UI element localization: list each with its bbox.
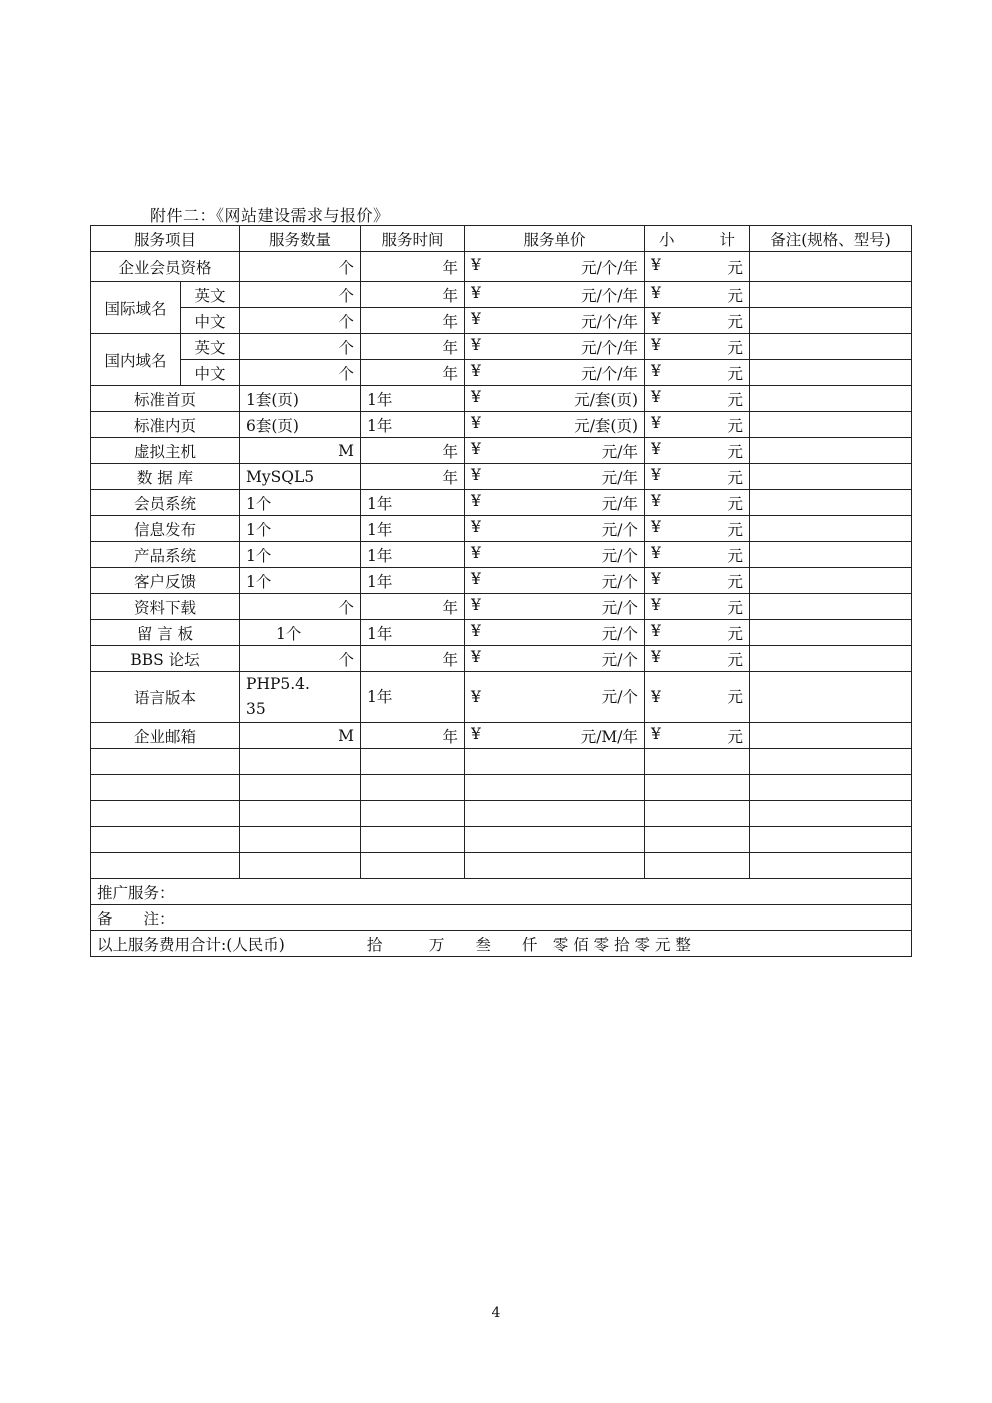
empty-cell: [91, 827, 240, 853]
qty-cell: [240, 723, 361, 749]
item-cell: 国内域名: [91, 334, 181, 386]
table-row: [91, 516, 912, 542]
empty-cell: [750, 801, 912, 827]
unit-text: 元/套(页): [574, 416, 639, 435]
yuan-text: 元: [727, 520, 744, 539]
item-cell: 虚拟主机: [91, 438, 240, 464]
time-cell: 1年: [361, 568, 465, 594]
remark-cell: [750, 412, 912, 438]
time-text: 年: [442, 364, 459, 383]
empty-cell: [361, 801, 465, 827]
quote-table: [90, 225, 912, 957]
time-cell: [361, 308, 465, 334]
header-qty: 服务数量: [240, 226, 361, 252]
price-cell: [465, 360, 645, 386]
unit-text: 元/个: [601, 520, 639, 539]
empty-cell: [361, 749, 465, 775]
yuan-text: 元: [727, 364, 744, 383]
yen-sign: ¥: [651, 491, 661, 510]
empty-cell: [240, 801, 361, 827]
yen-sign: ¥: [651, 283, 661, 302]
qty-cell: [240, 360, 361, 386]
remark-cell: [750, 568, 912, 594]
subtotal-cell: [645, 542, 750, 568]
time-cell: 1年: [361, 620, 465, 646]
empty-cell: [465, 853, 645, 879]
remark-cell: [750, 252, 912, 282]
time-cell: [361, 282, 465, 308]
unit-text: 元/年: [601, 468, 639, 487]
yen-sign: ¥: [471, 595, 481, 614]
empty-cell: [240, 827, 361, 853]
table-row: [91, 568, 912, 594]
empty-row: [91, 775, 912, 801]
empty-cell: [361, 775, 465, 801]
yuan-text: 元: [727, 338, 744, 357]
yuan-text: 元: [727, 442, 744, 461]
price-cell: [465, 308, 645, 334]
yen-sign: ¥: [471, 724, 481, 743]
yen-sign: ¥: [471, 621, 481, 640]
remark-cell: [750, 542, 912, 568]
empty-cell: [361, 853, 465, 879]
header-item: 服务项目: [91, 226, 240, 252]
yuan-text: 元: [727, 468, 744, 487]
subtotal-cell: [645, 516, 750, 542]
table-row: [91, 334, 912, 360]
total-amount-words: 拾 万 叁 仟 零 佰 零 拾 零 元 整: [366, 935, 691, 954]
remark-cell: [750, 464, 912, 490]
yuan-text: 元: [727, 572, 744, 591]
total-label: 以上服务费用合计:(人民币): [97, 935, 285, 954]
empty-cell: [750, 853, 912, 879]
time-cell: 1年: [361, 672, 465, 723]
yuan-text: 元: [727, 258, 744, 277]
item-cell: 语言版本: [91, 672, 240, 723]
time-cell: 1年: [361, 542, 465, 568]
sub-item-cell: 中文: [181, 360, 240, 386]
item-cell: 资料下载: [91, 594, 240, 620]
table-row: [91, 360, 912, 386]
time-cell: [361, 646, 465, 672]
yen-sign: ¥: [651, 621, 661, 640]
unit-text: 元/M/年: [580, 727, 639, 746]
table-row: [91, 386, 912, 412]
qty-cell: 1套(页): [240, 386, 361, 412]
yen-sign: ¥: [471, 647, 481, 666]
unit-text: 元/个/年: [581, 312, 639, 331]
time-text: 年: [442, 442, 459, 461]
empty-cell: [645, 801, 750, 827]
header-price: 服务单价: [465, 226, 645, 252]
remark-cell: [750, 438, 912, 464]
qty-cell: [240, 308, 361, 334]
yen-sign: ¥: [471, 491, 481, 510]
time-text: 年: [442, 727, 459, 746]
unit-text: 元/套(页): [574, 390, 639, 409]
empty-cell: [361, 827, 465, 853]
yuan-text: 元: [727, 687, 744, 706]
header-subtotal: [645, 226, 750, 252]
item-cell: 数 据 库: [91, 464, 240, 490]
empty-cell: [91, 775, 240, 801]
yuan-text: 元: [727, 286, 744, 305]
yen-sign: ¥: [651, 465, 661, 484]
empty-cell: [750, 827, 912, 853]
empty-cell: [645, 827, 750, 853]
price-cell: [465, 723, 645, 749]
table-row: [91, 308, 912, 334]
yen-sign: ¥: [471, 465, 481, 484]
qty-text: 个: [338, 286, 355, 305]
yen-sign: ¥: [471, 361, 481, 380]
qty-cell: [240, 594, 361, 620]
price-cell: [465, 594, 645, 620]
time-cell: [361, 594, 465, 620]
price-cell: [465, 464, 645, 490]
yen-sign: ¥: [651, 724, 661, 743]
item-cell: 企业邮箱: [91, 723, 240, 749]
yen-sign: ¥: [471, 335, 481, 354]
time-cell: [361, 334, 465, 360]
time-cell: [361, 464, 465, 490]
unit-text: 元/年: [601, 442, 639, 461]
empty-cell: [91, 853, 240, 879]
subtotal-cell: [645, 646, 750, 672]
empty-row: [91, 749, 912, 775]
promo-label: 推广服务：: [91, 879, 912, 905]
yen-sign: ¥: [651, 309, 661, 328]
header-time: 服务时间: [361, 226, 465, 252]
subtotal-cell: [645, 308, 750, 334]
item-cell: 国际域名: [91, 282, 181, 334]
time-cell: 1年: [361, 412, 465, 438]
subtotal-cell: [645, 672, 750, 723]
yen-sign: ¥: [471, 569, 481, 588]
yen-sign: ¥: [651, 255, 661, 274]
unit-text: 元/个/年: [581, 258, 639, 277]
subtotal-cell: [645, 282, 750, 308]
notes-label: 备 注：: [91, 905, 912, 931]
subtotal-cell: [645, 412, 750, 438]
qty-cell: 1个: [240, 490, 361, 516]
qty-cell: 1个: [240, 542, 361, 568]
subtotal-cell: [645, 386, 750, 412]
subtotal-cell: [645, 594, 750, 620]
qty-cell: 6套(页): [240, 412, 361, 438]
time-text: 年: [442, 312, 459, 331]
yen-sign: ¥: [471, 517, 481, 536]
yen-sign: ¥: [651, 387, 661, 406]
header-subtotal-a: 小: [659, 230, 675, 249]
table-row: [91, 542, 912, 568]
subtotal-cell: [645, 723, 750, 749]
unit-text: 元/个: [601, 687, 639, 706]
subtotal-cell: [645, 252, 750, 282]
yen-sign: ¥: [471, 413, 481, 432]
remark-cell: [750, 490, 912, 516]
qty-cell: 1个: [240, 568, 361, 594]
table-row: [91, 252, 912, 282]
price-cell: [465, 516, 645, 542]
unit-text: 元/年: [601, 494, 639, 513]
qty-text-line2: 35: [246, 700, 266, 718]
header-remark: 备注(规格、型号): [750, 226, 912, 252]
empty-cell: [91, 749, 240, 775]
yuan-text: 元: [727, 624, 744, 643]
yen-sign: ¥: [651, 595, 661, 614]
table-row: [91, 282, 912, 308]
remark-cell: [750, 386, 912, 412]
yen-sign: ¥: [471, 255, 481, 274]
remark-cell: [750, 308, 912, 334]
remark-cell: [750, 672, 912, 723]
sub-item-cell: 英文: [181, 282, 240, 308]
yen-sign: ¥: [651, 413, 661, 432]
yuan-text: 元: [727, 598, 744, 617]
empty-cell: [645, 775, 750, 801]
time-text: 年: [442, 258, 459, 277]
empty-cell: [750, 775, 912, 801]
yuan-text: 元: [727, 727, 744, 746]
yen-sign: ¥: [471, 687, 481, 706]
unit-text: 元/个/年: [581, 338, 639, 357]
remark-cell: [750, 516, 912, 542]
time-cell: [361, 438, 465, 464]
empty-cell: [240, 749, 361, 775]
attachment-caption: 附件二：《网站建设需求与报价》: [150, 206, 390, 225]
promo-row: [91, 879, 912, 905]
item-cell: 标准首页: [91, 386, 240, 412]
subtotal-cell: [645, 464, 750, 490]
price-cell: [465, 646, 645, 672]
header-subtotal-b: 计: [719, 230, 736, 249]
unit-text: 元/个: [601, 572, 639, 591]
qty-text: M: [338, 726, 355, 745]
yen-sign: ¥: [651, 647, 661, 666]
yuan-text: 元: [727, 494, 744, 513]
qty-text: 个: [338, 338, 355, 357]
price-cell: [465, 490, 645, 516]
time-cell: [361, 723, 465, 749]
table-row: [91, 620, 912, 646]
item-cell: 会员系统: [91, 490, 240, 516]
qty-text-line1: PHP5.4.: [246, 675, 310, 693]
qty-text: 个: [338, 364, 355, 383]
yuan-text: 元: [727, 546, 744, 565]
empty-cell: [750, 749, 912, 775]
item-cell: 企业会员资格: [91, 252, 240, 282]
time-text: 年: [442, 468, 459, 487]
empty-cell: [465, 827, 645, 853]
subtotal-cell: [645, 568, 750, 594]
unit-text: 元/个: [601, 650, 639, 669]
price-cell: [465, 438, 645, 464]
item-cell: 产品系统: [91, 542, 240, 568]
yen-sign: ¥: [651, 687, 661, 706]
qty-text: M: [338, 441, 355, 460]
unit-text: 元/个: [601, 546, 639, 565]
table-header-row: [91, 226, 912, 252]
yen-sign: ¥: [651, 569, 661, 588]
time-text: 年: [442, 598, 459, 617]
empty-cell: [240, 853, 361, 879]
subtotal-cell: [645, 438, 750, 464]
unit-text: 元/个: [601, 624, 639, 643]
yen-sign: ¥: [651, 439, 661, 458]
table-row: [91, 464, 912, 490]
empty-row: [91, 853, 912, 879]
price-cell: [465, 412, 645, 438]
table-row: [91, 723, 912, 749]
yen-sign: ¥: [651, 543, 661, 562]
time-text: 年: [442, 650, 459, 669]
table-row: [91, 438, 912, 464]
price-cell: [465, 252, 645, 282]
yuan-text: 元: [727, 390, 744, 409]
price-cell: [465, 542, 645, 568]
time-cell: [361, 252, 465, 282]
item-cell: 信息发布: [91, 516, 240, 542]
yen-sign: ¥: [651, 361, 661, 380]
subtotal-cell: [645, 360, 750, 386]
table-row: [91, 412, 912, 438]
empty-cell: [91, 801, 240, 827]
yuan-text: 元: [727, 650, 744, 669]
time-text: 年: [442, 338, 459, 357]
price-cell: [465, 334, 645, 360]
subtotal-cell: [645, 490, 750, 516]
empty-cell: [645, 749, 750, 775]
time-cell: 1年: [361, 490, 465, 516]
table-row: [91, 490, 912, 516]
price-cell: [465, 386, 645, 412]
qty-cell: [240, 672, 361, 723]
qty-text: 个: [338, 312, 355, 331]
qty-cell: [240, 252, 361, 282]
total-cell: [91, 931, 912, 957]
sub-item-cell: 中文: [181, 308, 240, 334]
remark-cell: [750, 360, 912, 386]
remark-cell: [750, 620, 912, 646]
remark-cell: [750, 594, 912, 620]
empty-row: [91, 827, 912, 853]
empty-cell: [240, 775, 361, 801]
price-cell: [465, 620, 645, 646]
yen-sign: ¥: [651, 517, 661, 536]
total-row: [91, 931, 912, 957]
qty-cell: [240, 646, 361, 672]
item-cell: BBS 论坛: [91, 646, 240, 672]
item-cell: 客户反馈: [91, 568, 240, 594]
item-cell: 留 言 板: [91, 620, 240, 646]
qty-cell: [240, 438, 361, 464]
yen-sign: ¥: [471, 387, 481, 406]
yen-sign: ¥: [471, 543, 481, 562]
page-number: 4: [491, 1305, 501, 1321]
time-text: 年: [442, 286, 459, 305]
price-cell: [465, 282, 645, 308]
table-row: [91, 594, 912, 620]
unit-text: 元/个: [601, 598, 639, 617]
notes-row: [91, 905, 912, 931]
qty-cell: MySQL5: [240, 464, 361, 490]
remark-cell: [750, 334, 912, 360]
yen-sign: ¥: [471, 283, 481, 302]
qty-text: 个: [338, 598, 355, 617]
subtotal-cell: [645, 334, 750, 360]
qty-cell: 1个: [240, 516, 361, 542]
empty-cell: [465, 801, 645, 827]
empty-cell: [645, 853, 750, 879]
qty-text: 个: [338, 258, 355, 277]
time-cell: [361, 360, 465, 386]
yuan-text: 元: [727, 312, 744, 331]
qty-cell: [240, 334, 361, 360]
subtotal-cell: [645, 620, 750, 646]
table-row: [91, 646, 912, 672]
time-cell: 1年: [361, 386, 465, 412]
empty-cell: [465, 775, 645, 801]
price-cell: [465, 568, 645, 594]
qty-cell: 1个: [240, 620, 361, 646]
yen-sign: ¥: [471, 309, 481, 328]
unit-text: 元/个/年: [581, 286, 639, 305]
remark-cell: [750, 646, 912, 672]
item-cell: 标准内页: [91, 412, 240, 438]
price-cell: [465, 672, 645, 723]
qty-text: 个: [338, 650, 355, 669]
empty-cell: [465, 749, 645, 775]
table-row: [91, 672, 912, 723]
yen-sign: ¥: [651, 335, 661, 354]
remark-cell: [750, 282, 912, 308]
qty-cell: [240, 282, 361, 308]
remark-cell: [750, 723, 912, 749]
empty-row: [91, 801, 912, 827]
time-cell: 1年: [361, 516, 465, 542]
unit-text: 元/个/年: [581, 364, 639, 383]
yen-sign: ¥: [471, 439, 481, 458]
sub-item-cell: 英文: [181, 334, 240, 360]
yuan-text: 元: [727, 416, 744, 435]
